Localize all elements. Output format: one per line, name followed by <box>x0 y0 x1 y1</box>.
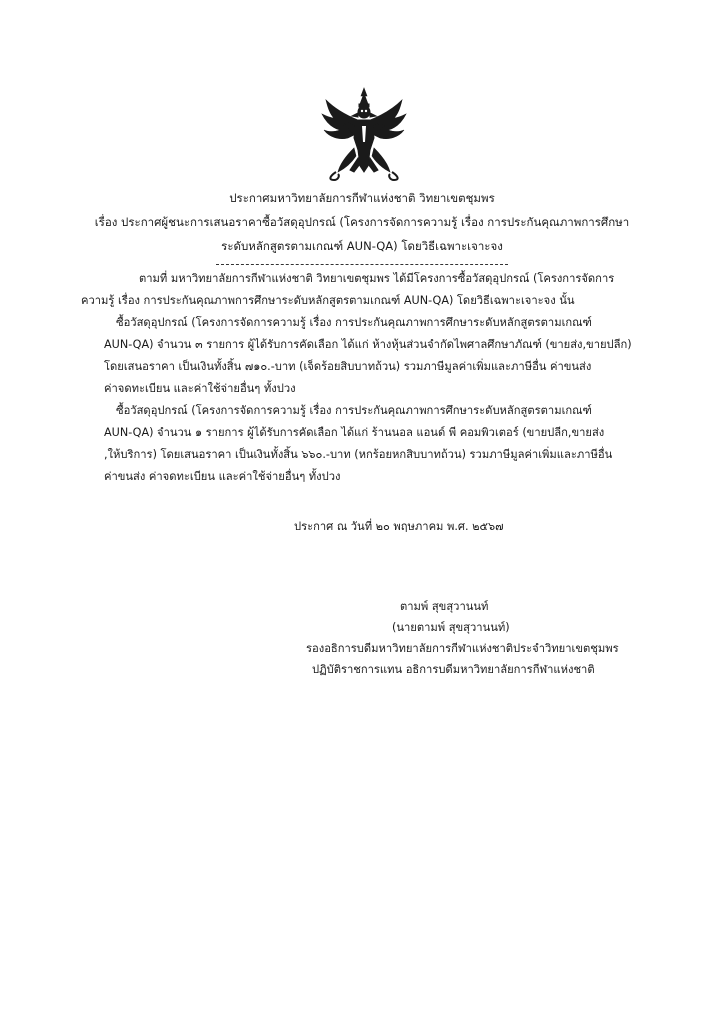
paragraph-2-line: AUN-QA) จำนวน ๓ รายการ ผู้ได้รับการคัดเลือก ได้แก่ ห้างหุ้นส่วนจำกัดไพศาลศึกษาภัณฑ์ (ขายส่ง,ขายปลีก) <box>104 338 632 351</box>
header-subject: เรื่อง ประกาศผู้ชนะการเสนอราคาซื้อวัสดุอุปกรณ์ (โครงการจัดการความรู้ เรื่อง การประกันคุณภาพการศึกษา <box>94 215 630 229</box>
paragraph-2-line: ซื้อวัสดุอุปกรณ์ (โครงการจัดการความรู้ เรื่อง การประกันคุณภาพการศึกษาระดับหลักสูตรตามเกณฑ์ <box>116 316 592 329</box>
signature-acting-position: ปฏิบัติราชการแทน อธิการบดีมหาวิทยาลัยการกีฬาแห่งชาติ <box>312 663 595 676</box>
announcement-header <box>60 186 664 258</box>
signature-block <box>296 596 666 680</box>
header-subject-cont: ระดับหลักสูตรตามเกณฑ์ AUN-QA) โดยวิธีเฉพาะเจาะจง <box>221 239 503 253</box>
announcement-date: ประกาศ ณ วันที่ ๒๐ พฤษภาคม พ.ศ. ๒๕๖๗ <box>294 520 504 533</box>
paragraph-3-line: AUN-QA) จำนวน ๑ รายการ ผู้ได้รับการคัดเลือก ได้แก่ ร้านนอล แอนด์ พี คอมพิวเตอร์ (ขายปลีก,ขายส่ง <box>104 426 605 439</box>
paragraph-2-line: โดยเสนอราคา เป็นเงินทั้งสิ้น ๗๑๐.-บาท (เจ็ดร้อยสิบบาทถ้วน) รวมภาษีมูลค่าเพิ่มและภาษีอื่น ค่าขนส่ง <box>104 360 592 373</box>
paragraph-1-line: ตามที่ มหาวิทยาลัยการกีฬาแห่งชาติ วิทยาเขตชุมพร ได้มีโครงการซื้อวัสดุอุปกรณ์ (โครงการจัดการ <box>139 272 615 285</box>
paragraph-3-line: ค่าขนส่ง ค่าจดทะเบียน และค่าใช้จ่ายอื่นๆ ทั้งปวง <box>104 470 341 483</box>
garuda-emblem-icon <box>318 86 410 182</box>
signature-position: รองอธิการบดีมหาวิทยาลัยการกีฬาแห่งชาติประจำวิทยาเขตชุมพร <box>306 642 619 655</box>
paragraph-3-line: ซื้อวัสดุอุปกรณ์ (โครงการจัดการความรู้ เรื่อง การประกันคุณภาพการศึกษาระดับหลักสูตรตามเกณฑ์ <box>116 404 592 417</box>
header-title: ประกาศมหาวิทยาลัยการกีฬาแห่งชาติ วิทยาเขตชุมพร <box>229 191 495 205</box>
paragraph-2-line: ค่าจดทะเบียน และค่าใช้จ่ายอื่นๆ ทั้งปวง <box>104 382 296 395</box>
signature-full-name: (นายตามพ์ สุขสุวานนท์) <box>392 621 510 634</box>
paragraph-3-line: ,ให้บริการ) โดยเสนอราคา เป็นเงินทั้งสิ้น ๖๖๐.-บาท (หกร้อยหกสิบบาทถ้วน) รวมภาษีมูลค่าเพิ่มและภาษีอื่น <box>104 448 613 461</box>
announcement-body <box>81 268 654 488</box>
header-divider <box>216 264 508 265</box>
signature-name: ตามพ์ สุขสุวานนท์ <box>400 600 489 613</box>
paragraph-1-line: ความรู้ เรื่อง การประกันคุณภาพการศึกษาระดับหลักสูตรตามเกณฑ์ AUN-QA) โดยวิธีเฉพาะเจาะจง นั้น <box>81 294 575 307</box>
